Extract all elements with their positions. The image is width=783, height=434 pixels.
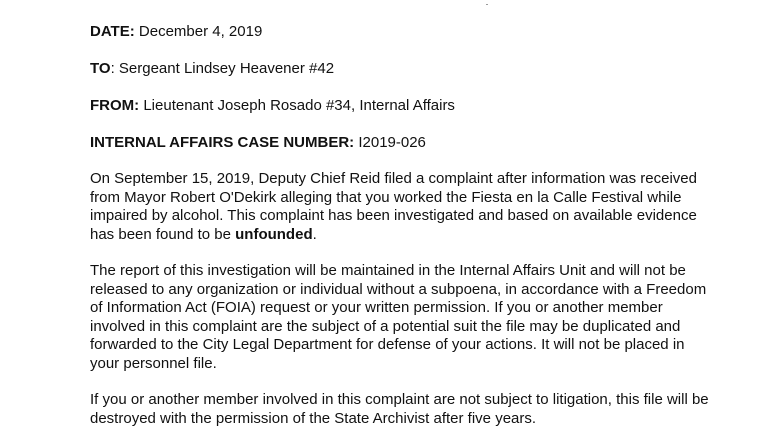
from-line <box>90 96 455 115</box>
date-value: December 4, 2019 <box>138 23 263 40</box>
case-number-line <box>90 133 426 152</box>
paragraph-destruction <box>90 391 730 428</box>
date-label: DATE: <box>90 23 135 40</box>
from-label: FROM: <box>90 97 140 114</box>
to-value: Sergeant Lindsey Heavener #42 <box>118 60 335 77</box>
paragraph-retention <box>90 262 730 374</box>
paragraph-line: The report of this investigation will be maintained in the Internal Affairs Unit and will not be <box>90 262 686 279</box>
paragraph-line: released to any organization or individual without a subpoena, in accordance with a Freedom <box>90 280 707 298</box>
to-separator: : <box>110 60 115 77</box>
to-label: TO <box>90 60 111 77</box>
paragraph-line: from Mayor Robert O'Dekirk alleging that you worked the Fiesta en la Calle Festival while <box>90 188 682 206</box>
case-number-label: INTERNAL AFFAIRS CASE NUMBER: <box>90 134 355 151</box>
from-value: Lieutenant Joseph Rosado #34, Internal Affairs <box>143 97 455 114</box>
paragraph-finding <box>90 170 730 244</box>
paragraph-line: If you or another member involved in this complaint are not subject to litigation, this file will be <box>90 391 709 408</box>
to-line <box>90 59 334 78</box>
text-segment: . <box>312 225 317 243</box>
paragraph-line: destroyed with the permission of the State Archivist after five years. <box>90 409 537 427</box>
finding-unfounded: unfounded <box>235 225 313 243</box>
paragraph-line: impaired by alcohol. This complaint has been investigated and based on available evidence <box>90 207 697 225</box>
paragraph-line <box>90 226 730 245</box>
paragraph-line: forwarded to the City Legal Department for defense of your actions. It will not be placed in <box>90 336 685 354</box>
paragraph-line: of Information Act (FOIA) request or your written permission. If you or another member <box>90 299 663 317</box>
date-line <box>90 22 262 41</box>
paragraph-line: On September 15, 2019, Deputy Chief Reid filed a complaint after information was received <box>90 170 697 187</box>
scan-mark <box>486 4 488 5</box>
text-segment: has been found to be <box>90 225 236 243</box>
case-number-value: I2019-026 <box>358 134 426 151</box>
paragraph-line: involved in this complaint are the subject of a potential suit the file may be duplicated and <box>90 317 681 335</box>
paragraph-line: your personnel file. <box>90 354 217 372</box>
